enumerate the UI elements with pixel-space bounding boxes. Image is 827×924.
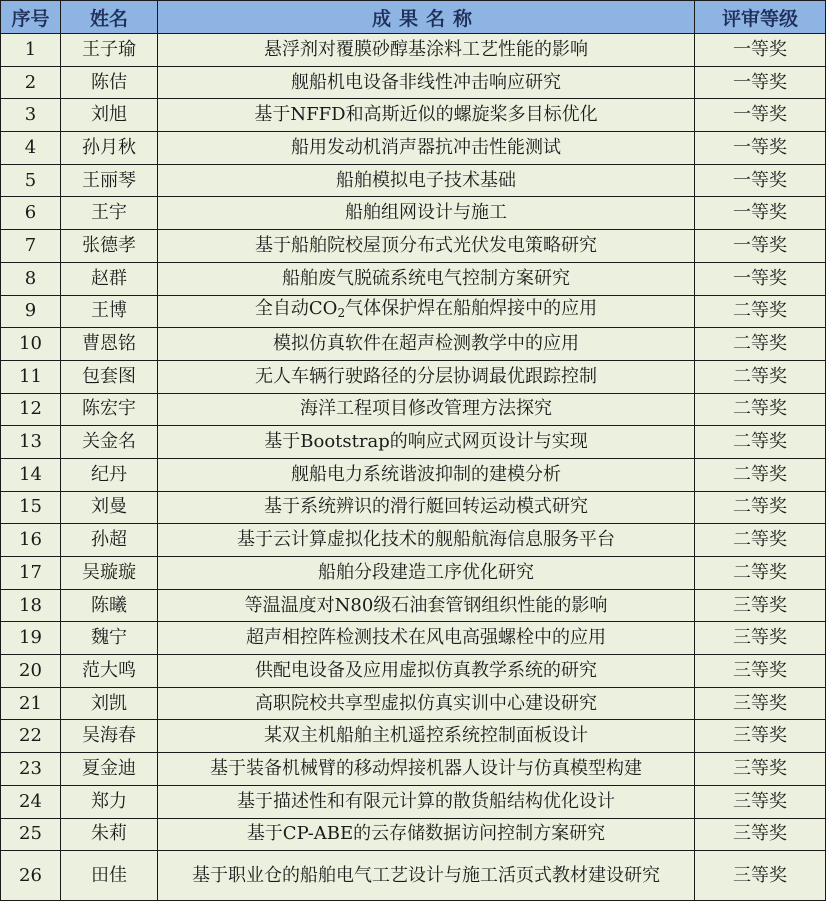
cell-name: 刘凯 <box>61 687 158 720</box>
cell-no: 15 <box>1 491 61 524</box>
cell-title: 基于描述性和有限元计算的散货船结构优化设计 <box>158 785 695 818</box>
cell-title: 无人车辆行驶路径的分层协调最优跟踪控制 <box>158 360 695 393</box>
results-body <box>1 34 826 901</box>
cell-title: 船舶组网设计与施工 <box>158 197 695 230</box>
cell-title: 超声相控阵检测技术在风电高强螺栓中的应用 <box>158 622 695 655</box>
title-subscript: 2 <box>337 306 346 321</box>
cell-title: 基于云计算虚拟化技术的舰船航海信息服务平台 <box>158 524 695 557</box>
cell-grade: 二等奖 <box>695 426 826 459</box>
table-row <box>1 99 826 132</box>
table-row <box>1 491 826 524</box>
cell-no: 26 <box>1 851 61 901</box>
cell-name: 王丽琴 <box>61 164 158 197</box>
cell-grade: 一等奖 <box>695 164 826 197</box>
cell-no: 1 <box>1 34 61 67</box>
table-row <box>1 720 826 753</box>
cell-title: 基于NFFD和高斯近似的螺旋桨多目标优化 <box>158 99 695 132</box>
title-part: 全自动CO <box>254 298 338 320</box>
cell-grade: 一等奖 <box>695 66 826 99</box>
cell-grade: 二等奖 <box>695 458 826 491</box>
cell-name: 曹恩铭 <box>61 328 158 361</box>
cell-no: 13 <box>1 426 61 459</box>
cell-no: 11 <box>1 360 61 393</box>
cell-no: 20 <box>1 655 61 688</box>
cell-no: 14 <box>1 458 61 491</box>
cell-grade: 二等奖 <box>695 328 826 361</box>
cell-name: 吴海春 <box>61 720 158 753</box>
table-row <box>1 818 826 851</box>
cell-no: 22 <box>1 720 61 753</box>
cell-title: 高职院校共享型虚拟仿真实训中心建设研究 <box>158 687 695 720</box>
cell-name: 王宇 <box>61 197 158 230</box>
table-row <box>1 524 826 557</box>
cell-no: 9 <box>1 295 61 328</box>
cell-no: 4 <box>1 132 61 165</box>
cell-no: 17 <box>1 557 61 590</box>
table-row <box>1 34 826 67</box>
table-row <box>1 851 826 901</box>
table-row <box>1 622 826 655</box>
table-row <box>1 655 826 688</box>
cell-title: 基于职业仓的船舶电气工艺设计与施工活页式教材建设研究 <box>158 851 695 901</box>
cell-no: 12 <box>1 393 61 426</box>
cell-name: 王子瑜 <box>61 34 158 67</box>
cell-title: 等温温度对N80级石油套管钢组织性能的影响 <box>158 589 695 622</box>
cell-title: 基于CP-ABE的云存储数据访问控制方案研究 <box>158 818 695 851</box>
cell-name: 王博 <box>61 295 158 328</box>
table-row <box>1 426 826 459</box>
cell-title: 供配电设备及应用虚拟仿真教学系统的研究 <box>158 655 695 688</box>
cell-name: 纪丹 <box>61 458 158 491</box>
cell-grade: 三等奖 <box>695 720 826 753</box>
cell-name: 陈佶 <box>61 66 158 99</box>
cell-grade: 二等奖 <box>695 557 826 590</box>
cell-title: 悬浮剂对覆膜砂醇基涂料工艺性能的影响 <box>158 34 695 67</box>
cell-name: 孙月秋 <box>61 132 158 165</box>
cell-no: 23 <box>1 753 61 786</box>
cell-grade: 二等奖 <box>695 295 826 328</box>
table-row <box>1 132 826 165</box>
cell-no: 25 <box>1 818 61 851</box>
header-name: 姓名 <box>61 1 158 34</box>
cell-grade: 三等奖 <box>695 753 826 786</box>
cell-name: 刘旭 <box>61 99 158 132</box>
cell-title: 船舶模拟电子技术基础 <box>158 164 695 197</box>
table-row <box>1 230 826 263</box>
cell-grade: 三等奖 <box>695 818 826 851</box>
cell-no: 3 <box>1 99 61 132</box>
cell-no: 5 <box>1 164 61 197</box>
cell-name: 郑力 <box>61 785 158 818</box>
table-row <box>1 295 826 328</box>
table-row <box>1 687 826 720</box>
table-row <box>1 66 826 99</box>
header-title: 成果名称 <box>158 1 695 34</box>
cell-grade: 二等奖 <box>695 524 826 557</box>
table-row <box>1 557 826 590</box>
cell-grade: 三等奖 <box>695 655 826 688</box>
cell-grade: 一等奖 <box>695 99 826 132</box>
cell-no: 2 <box>1 66 61 99</box>
cell-title: 基于船舶院校屋顶分布式光伏发电策略研究 <box>158 230 695 263</box>
cell-title: 模拟仿真软件在超声检测教学中的应用 <box>158 328 695 361</box>
cell-grade: 三等奖 <box>695 851 826 901</box>
table-row <box>1 589 826 622</box>
cell-no: 6 <box>1 197 61 230</box>
cell-title: 舰船电力系统谐波抑制的建模分析 <box>158 458 695 491</box>
cell-title: 基于Bootstrap的响应式网页设计与实现 <box>158 426 695 459</box>
cell-title: 基于装备机械臂的移动焊接机器人设计与仿真模型构建 <box>158 753 695 786</box>
cell-title: 海洋工程项目修改管理方法探究 <box>158 393 695 426</box>
header-grade: 评审等级 <box>695 1 826 34</box>
cell-no: 7 <box>1 230 61 263</box>
header-no: 序号 <box>1 1 61 34</box>
table-row <box>1 197 826 230</box>
table-row <box>1 360 826 393</box>
cell-grade: 一等奖 <box>695 197 826 230</box>
cell-title: 基于系统辨识的滑行艇回转运动模式研究 <box>158 491 695 524</box>
cell-grade: 三等奖 <box>695 589 826 622</box>
cell-name: 魏宁 <box>61 622 158 655</box>
cell-title: 船舶分段建造工序优化研究 <box>158 557 695 590</box>
cell-name: 吴璇璇 <box>61 557 158 590</box>
cell-grade: 三等奖 <box>695 622 826 655</box>
cell-name: 夏金迪 <box>61 753 158 786</box>
table-row <box>1 753 826 786</box>
cell-no: 16 <box>1 524 61 557</box>
table-row <box>1 393 826 426</box>
cell-no: 18 <box>1 589 61 622</box>
cell-name: 孙超 <box>61 524 158 557</box>
cell-no: 10 <box>1 328 61 361</box>
cell-grade: 一等奖 <box>695 34 826 67</box>
cell-name: 陈宏宇 <box>61 393 158 426</box>
cell-title: 船用发动机消声器抗冲击性能测试 <box>158 132 695 165</box>
cell-name: 包套图 <box>61 360 158 393</box>
cell-no: 24 <box>1 785 61 818</box>
cell-no: 21 <box>1 687 61 720</box>
cell-grade: 三等奖 <box>695 687 826 720</box>
cell-name: 朱莉 <box>61 818 158 851</box>
title-part: 气体保护焊在船舶焊接中的应用 <box>345 298 598 320</box>
table-row <box>1 458 826 491</box>
cell-title <box>158 295 695 328</box>
table-row <box>1 262 826 295</box>
cell-no: 8 <box>1 262 61 295</box>
cell-title: 某双主机船舶主机遥控系统控制面板设计 <box>158 720 695 753</box>
cell-grade: 二等奖 <box>695 393 826 426</box>
cell-name: 刘曼 <box>61 491 158 524</box>
cell-grade: 三等奖 <box>695 785 826 818</box>
table-row <box>1 785 826 818</box>
cell-name: 关金名 <box>61 426 158 459</box>
cell-grade: 二等奖 <box>695 360 826 393</box>
cell-grade: 二等奖 <box>695 491 826 524</box>
cell-name: 范大鸣 <box>61 655 158 688</box>
cell-grade: 一等奖 <box>695 132 826 165</box>
cell-grade: 一等奖 <box>695 262 826 295</box>
cell-title: 舰船机电设备非线性冲击响应研究 <box>158 66 695 99</box>
table-row <box>1 164 826 197</box>
cell-name: 陈曦 <box>61 589 158 622</box>
header-row <box>1 1 826 34</box>
cell-no: 19 <box>1 622 61 655</box>
cell-name: 赵群 <box>61 262 158 295</box>
cell-name: 张德孝 <box>61 230 158 263</box>
cell-title: 船舶废气脱硫系统电气控制方案研究 <box>158 262 695 295</box>
table-row <box>1 328 826 361</box>
cell-name: 田佳 <box>61 851 158 901</box>
cell-grade: 一等奖 <box>695 230 826 263</box>
